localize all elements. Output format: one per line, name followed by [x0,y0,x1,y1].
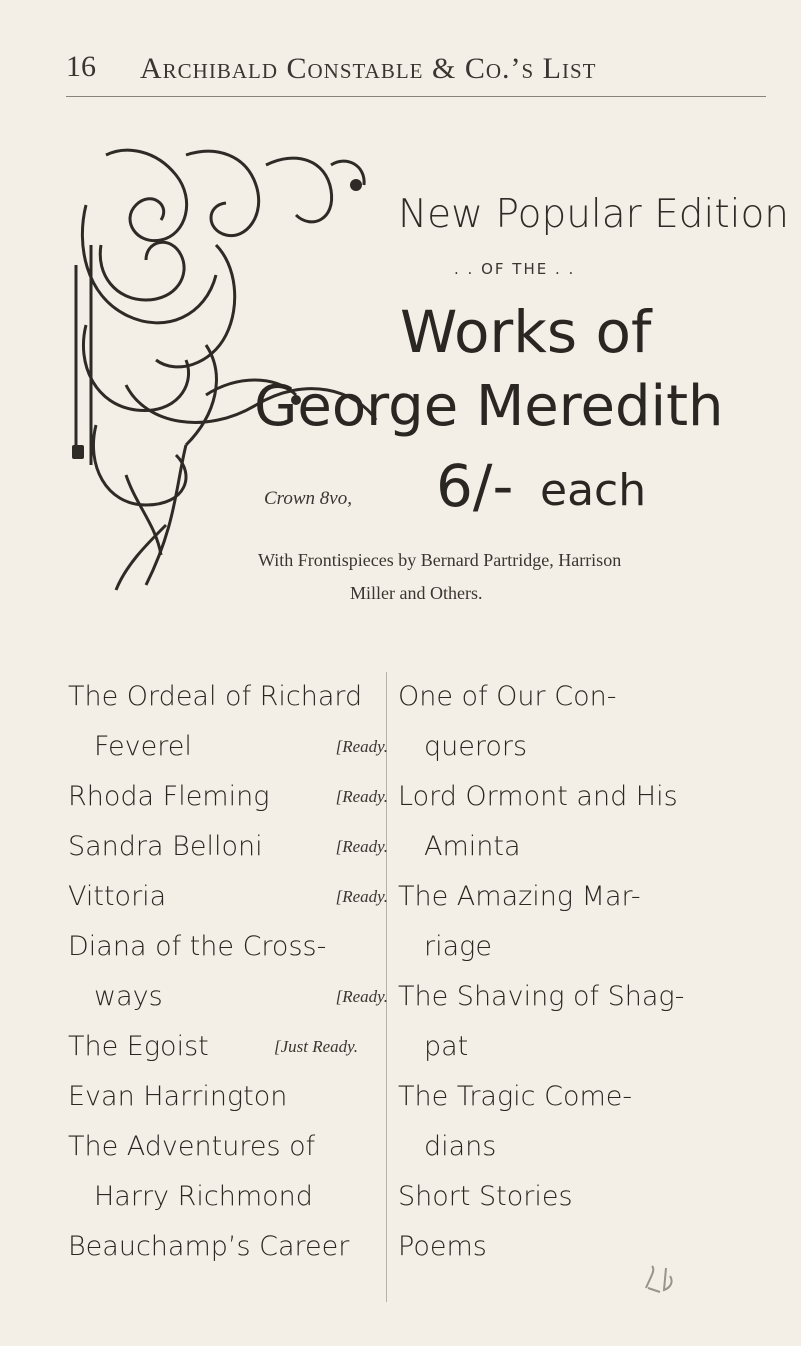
pencil-mark-icon [640,1258,680,1298]
edition-heading: New Popular Edition [398,192,790,237]
book-title: pat [424,1031,469,1062]
edition-credits-line-1: With Frontispieces by Bernard Partridge, Harrison [258,550,622,570]
list-item [68,1222,398,1272]
list-title: Archibald Constable & Co.’s List [140,52,597,85]
list-item [398,872,768,922]
book-title: Beauchamp’s Career [68,1231,350,1262]
list-item [398,922,768,972]
list-item [68,672,398,722]
book-title: The Shaving of Shag- [398,981,685,1012]
list-item [398,1072,768,1122]
list-item [68,772,398,822]
edition-author: George Meredith [254,374,724,439]
list-item [398,1222,768,1272]
list-item [68,872,398,922]
list-item [398,822,768,872]
list-item [398,1122,768,1172]
availability-status: [Ready. [335,787,388,806]
availability-status: [Ready. [335,987,388,1006]
book-title: Rhoda Fleming [68,781,270,812]
book-title: Aminta [424,831,521,862]
edition-credits-line-2: Miller and Others. [350,583,483,603]
page-number: 16 [66,50,96,83]
list-item [398,1022,768,1072]
title-list-right [398,672,768,1272]
book-title: Vittoria [68,881,167,912]
list-item [68,1022,398,1072]
header-rule [66,96,766,97]
edition-price-unit: each [540,465,647,516]
list-item [398,672,768,722]
availability-status: [Ready. [335,887,388,906]
list-item [68,822,398,872]
book-title: ways [94,981,163,1012]
book-title: Poems [398,1231,487,1262]
list-item [68,1172,398,1222]
availability-status: [Just Ready. [273,1037,358,1056]
book-title: Short Stories [398,1181,573,1212]
running-head [66,50,766,90]
availability-status: [Ready. [335,737,388,756]
book-title: Lord Ormont and His [398,781,678,812]
book-title: The Ordeal of Richard [68,681,363,712]
edition-format: Crown 8vo, [264,488,352,509]
book-title: Evan Harrington [68,1081,288,1112]
title-list-left [68,672,398,1272]
edition-price: 6/- [436,452,514,520]
book-title: One of Our Con- [398,681,617,712]
book-title: Diana of the Cross- [68,931,327,962]
availability-status: [Ready. [335,837,388,856]
list-item [68,922,398,972]
book-title: Feverel [94,731,192,762]
list-item [398,772,768,822]
book-title: Sandra Belloni [68,831,263,862]
list-item [398,722,768,772]
list-item [398,972,768,1022]
edition-of-the: . . OF THE . . [454,260,576,278]
book-title: Harry Richmond [94,1181,313,1212]
book-title: dians [424,1131,497,1162]
list-item [398,1172,768,1222]
art-nouveau-scroll-icon [66,145,386,595]
list-item [68,1072,398,1122]
book-title: The Egoist [68,1031,209,1062]
book-title: riage [424,931,492,962]
book-title: querors [424,731,528,762]
list-item [68,722,398,772]
book-title: The Tragic Come- [398,1081,633,1112]
edition-works-of: Works of [400,298,652,366]
book-title: The Adventures of [68,1131,316,1162]
book-title: The Amazing Mar- [398,881,641,912]
list-item [68,1122,398,1172]
list-item [68,972,398,1022]
